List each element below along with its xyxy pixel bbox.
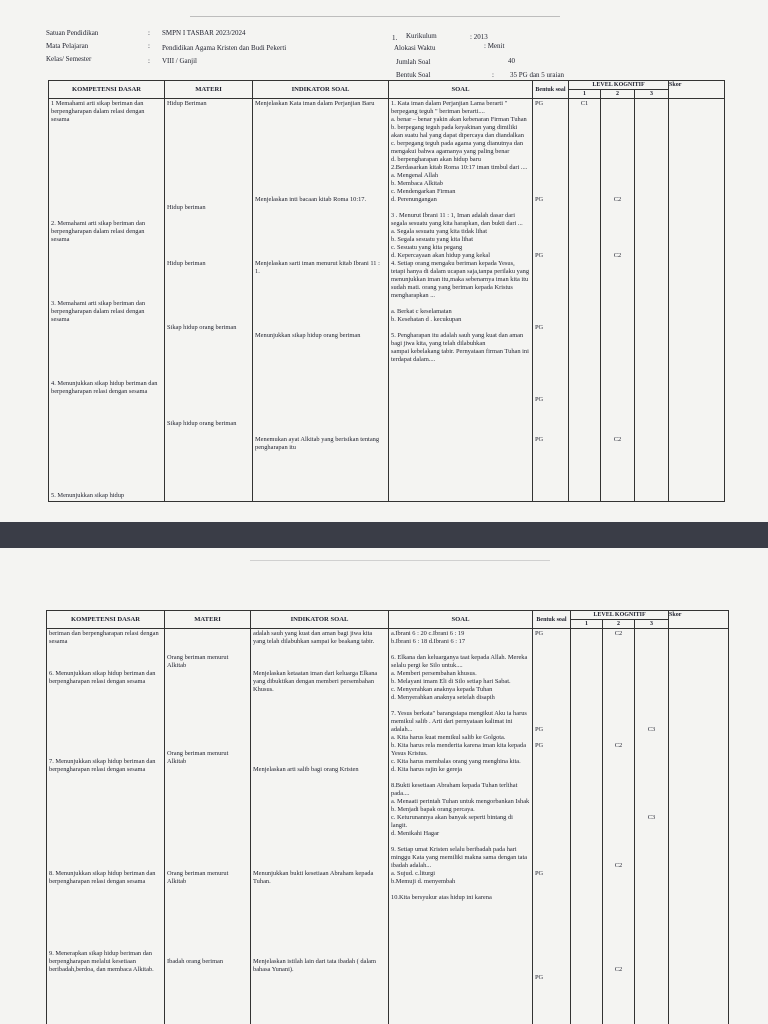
col-level-3: 3	[635, 620, 669, 629]
indikator-cell: adalah sauh yang kuat dan aman bagi jiwa kita yang telah dilabuhkan sampai ke beakang tabir. Menjelaskan ketaatan iman dari keluarga Elkana yang dibuktikan dengan memberi persembahan Khusus. Menjelaskan arti salib bagi orang Kristen Menunjukkan bukti kesetiaan Abraham kepada Tuhan. Menjelaskan istilah lain dari tata ibadah ( dalam bahasa Yunani).	[251, 629, 389, 1024]
indikator-cell: Menjelaskan Kata iman dalam Perjanjian Baru Menjelaskan inti bacaan kitab Roma 10:17. Menjelaskan sarti iman menurut kitab Ibrani 11 : 1. Menunjukkan sikap hidup orang beriman Menemukan ayat Alkitab yang berisikan tentang pengharapan itu	[253, 99, 389, 502]
col-materi: MATERI	[165, 81, 253, 99]
kd-cell: 1 Memahami arti sikap beriman dan berpengharapan dalam relasi dengan sesama 2. Memahami arti sikap beriman dan berpengharapan dalam relasi dengan sesama 3. Memahami arti sikap beriman dan berpengharapan dalam relasi dengan sesama 4. Menunjukkan sikap hidup beriman dan berpengharapan relasi dengan sesama 5. Menunjukkan sikap hidup	[49, 99, 165, 502]
col-indikator-soal: INDIKATOR SOAL	[253, 81, 389, 99]
col-indikator-soal: INDIKATOR SOAL	[251, 611, 389, 629]
level-3-cell: C3 C3	[635, 629, 669, 1024]
jumlah-label: Jumlah Soal	[396, 58, 431, 66]
col-level-2: 2	[601, 90, 635, 99]
col-skor: Skor	[669, 81, 725, 99]
alokasi-value: : Menit	[484, 42, 505, 50]
mapel-value: Pendidikan Agama Kristen dan Budi Pekerti	[162, 44, 287, 52]
col-level-kognitif: LEVEL KOGNITIF	[571, 611, 669, 620]
col-level-2: 2	[603, 620, 635, 629]
col-bentuk-soal: Bentuk soal	[533, 611, 571, 629]
mapel-label: Mata Pelajaran	[46, 42, 89, 50]
alokasi-label: Alokasi Waktu	[394, 44, 436, 52]
col-materi: MATERI	[165, 611, 251, 629]
document-page-2	[0, 548, 768, 1024]
col-skor: Skor	[669, 611, 729, 629]
table-body-row	[47, 629, 729, 1024]
bentuk-value: 35 PG dan 5 uraian	[510, 71, 565, 79]
top-rule	[250, 560, 550, 561]
bentuk-cell: PG PG PG PG PG PG	[533, 99, 569, 502]
col-soal: SOAL	[389, 81, 533, 99]
kelas-value: VIII / Ganjil	[162, 57, 197, 65]
level-2-cell: C2 C2 C2	[601, 99, 635, 502]
kurikulum-number: 1.	[392, 34, 398, 42]
skor-cell	[669, 99, 725, 502]
satuan-colon: :	[148, 29, 150, 37]
col-kompetensi-dasar: KOMPETENSI DASAR	[49, 81, 165, 99]
table-header-row	[47, 611, 729, 620]
soal-cell: 1. Kata iman dalam Perjanjian Lama berarti " berpegang teguh " beriman berarti.... a. benar – benar yakin akan kebenaran Firman Tuhan b. berpegang teguh pada keyakinan yang dimiliki akan suatu hal yang dapat dipercaya dan diandalkan c. berpegang teguh pada agama yang dianutnya dan mengakui bahwa agamanya yang paling benar d. berpengharapan akan hidup baru 2.Berdasarkan kitab Roma 10:17 iman timbul dari .... a. Mengenal Allah b. Membaca Alkitab c. Mendengarkan Firman d. Perenungangan 3 . Menurut Ibrani 11 : 1, Iman adalah dasar dari segala sesuatu yang kita harapkan, dan bukti dari ... a. Segala sesuatu yang kita tidak lihat b. Segala sesuatu yang kita lihat c. Sesuatu yang kita pegang d. Kepercayaan akan hidup yang kekal 4. Setiap orang mengaku beriman kepada Yesus, tetapi hanya di dalam ucapan saja,tanpa perilaku yang menunjukkan iman itu,maka sebenarnya iman kita itu sudah mati. orang yang beriman kepada Kristus mengharapkan ... a. Berkat c keselamatan b. Kesehatan d . kecukupan 5. Pengharapan itu adalah sauh yang kuat dan aman bagi jiwa kita, yang telah dilabuhkan sampai kebelakang tabir. Pernyataan firman Tuhan ini terdapat dalam....	[389, 99, 533, 502]
col-bentuk-soal: Bentuk soal	[533, 81, 569, 99]
level-1-cell: C1	[569, 99, 601, 502]
soal-cell: a.Ibrani 6 : 20 c.Ibrani 6 : 19 b.Ibrani 6 : 18 d.Ibrani 6 : 17 6. Elkana dan keluarganya taat kepada Allah. Mereka selalu pergi ke Silo untuk.... a. Memberi persembahan khusus. b. Melayani imam Eli di Silo setiap hari Sabat. c. Menyerahkan anaknya kepada Tuhan d. Menyerahkan anaknya setelah disapih 7. Yesus berkata" barangsiapa mengikut Aku ia harus memikul salib . Arti dari pernyataan kalimat ini adalah... a. Kita harus kuat memikul salib ke Golgota. b. Kita harus rela menderita karena iman kita kepada Yesus Kristus. c. Kita harus membalas orang yang menghina kita. d. Kita harus rajin ke gereja 8.Bukti kesetiaan Abraham kepada Tuhan terlihat pada.... a. Menaati perintah Tuhan untuk mengorbankan Ishak b. Menjadi bapak orang percaya. c. Keturunannya akan banyak seperti bintang di langit. d. Menikahi Hagar 9. Setiap umat Kristen selalu beribadah pada hari minggu Kata yang memiliki makna sama dengan tata ibadah adalah... a. Sujud. c.liturgi b.Memuji d. menyembah 10.Kita bersyukur atas hidup ini karena	[389, 629, 533, 1024]
bentuk-cell: PG PG PG PG PG	[533, 629, 571, 1024]
mapel-colon: :	[148, 42, 150, 50]
kurikulum-value: : 2013	[470, 33, 488, 41]
jumlah-value: 40	[508, 57, 515, 65]
skor-cell	[669, 629, 729, 1024]
col-level-1: 1	[569, 90, 601, 99]
kd-cell: beriman dan berpengharapan relasi dengan sesama 6. Menunjukkan sikap hidup beriman dan berpengharapan relasi dengan sesama 7. Menunjukkan sikap hidup beriman dan berpengharapan relasi dengan sesama 8. Menunjukkan sikap hidup beriman dan berpengharapan relasi dengan sesama 9. Menerapkan sikap hidup beriman dan berpengharapan melalui kesetiaan beribadah,berdoa, dan membaca Alkitab.	[47, 629, 165, 1024]
col-level-3: 3	[635, 90, 669, 99]
materi-cell: Orang beriman menurut Alkitab Orang beriman menurut Alkitab Orang beriman menurut Alkitab Ibadah orang beriman	[165, 629, 251, 1024]
col-level-kognitif: LEVEL KOGNITIF	[569, 81, 669, 90]
satuan-label: Satuan Pendidikan	[46, 29, 99, 37]
kelas-label: Kelas/ Semester	[46, 55, 92, 63]
materi-cell: Hidup Beriman Hidup beriman Hidup beriman Sikap hidup orang beriman Sikap hidup orang beriman	[165, 99, 253, 502]
bentuk-label: Bentuk Soal	[396, 71, 431, 79]
level-1-cell	[571, 629, 603, 1024]
bentuk-colon: :	[492, 71, 494, 79]
table-body-row	[49, 99, 725, 502]
table-header-row	[49, 81, 725, 90]
kurikulum-label: Kurikulum	[406, 32, 437, 40]
col-kompetensi-dasar: KOMPETENSI DASAR	[47, 611, 165, 629]
document-header	[0, 0, 768, 80]
col-soal: SOAL	[389, 611, 533, 629]
col-level-1: 1	[571, 620, 603, 629]
kisi-kisi-table-1	[48, 80, 725, 502]
level-3-cell	[635, 99, 669, 502]
kelas-colon: :	[148, 57, 150, 65]
satuan-value: SMPN I TASBAR 2023/2024	[162, 29, 246, 37]
level-2-cell: C2 C2 C2 C2	[603, 629, 635, 1024]
kisi-kisi-table-2	[46, 610, 729, 1024]
